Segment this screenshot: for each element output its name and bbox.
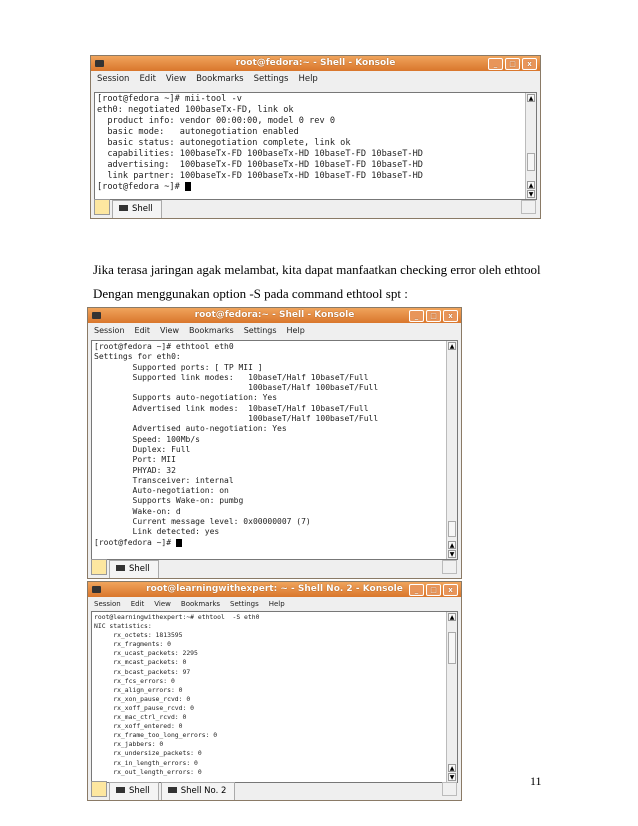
terminal-line: 100baseT/Half 100baseT/Full	[94, 383, 379, 393]
terminal-line: Supported ports: [ TP MII ]	[94, 362, 263, 372]
menu-help[interactable]: Help	[268, 600, 285, 608]
minimize-icon[interactable]: _	[409, 584, 424, 596]
menu-help[interactable]: Help	[286, 326, 305, 335]
scroll-down-icon[interactable]: ▼	[449, 551, 455, 558]
scrollbar[interactable]	[525, 93, 536, 199]
terminal-area[interactable]	[94, 92, 537, 200]
terminal-icon	[116, 787, 125, 793]
tab-shell-no-2[interactable]	[161, 782, 236, 800]
terminal-line: advertising: 100baseTx-FD 100baseTx-HD 10baseT-FD 10baseT-HD	[97, 160, 423, 170]
terminal-output	[92, 612, 457, 778]
scroll-up-top-icon[interactable]: ▲	[449, 343, 455, 350]
paragraph: Jika terasa jaringan agak melambat, kita dapat manfaatkan checking error oleh ethtool	[93, 262, 541, 277]
close-session-icon[interactable]	[442, 560, 457, 574]
scroll-down-icon[interactable]: ▼	[528, 191, 534, 198]
menu-bar	[88, 323, 461, 338]
menu-bar	[91, 71, 540, 87]
terminal-line: rx_xon_pause_rcvd: 0	[94, 694, 191, 703]
terminal-line: rx_xoff_entered: 0	[94, 722, 183, 731]
scrollbar[interactable]	[446, 341, 457, 559]
konsole-window-ethtool-stats	[87, 581, 462, 801]
menu-session[interactable]: Session	[94, 326, 125, 335]
new-session-icon[interactable]	[91, 781, 107, 797]
terminal-area[interactable]	[91, 611, 458, 783]
terminal-line: rx_octets: 1813595	[94, 631, 183, 640]
terminal-line: Current message level: 0x00000007 (7)	[94, 517, 311, 527]
minimize-icon[interactable]: _	[488, 58, 503, 70]
terminal-cursor	[176, 539, 182, 547]
tab-shell[interactable]	[109, 560, 159, 578]
terminal-line: eth0: negotiated 100baseTx-FD, link ok	[97, 105, 294, 115]
terminal-line: rx_align_errors: 0	[94, 685, 183, 694]
window-buttons	[409, 310, 458, 322]
terminal-line: Supports auto-negotiation: Yes	[94, 393, 278, 403]
menu-bookmarks[interactable]: Bookmarks	[196, 74, 244, 84]
title-bar	[88, 308, 461, 323]
menu-settings[interactable]: Settings	[243, 326, 277, 335]
terminal-line: NIC statistics:	[94, 622, 152, 631]
terminal-line: Supported link modes: 10baseT/Half 10baseT/Full	[94, 372, 369, 382]
tab-label: Shell No. 2	[180, 786, 227, 796]
menu-view[interactable]: View	[160, 326, 180, 335]
terminal-line: Wake-on: d	[94, 506, 181, 516]
terminal-line: [root@fedora ~]#	[97, 182, 534, 193]
tab-shell[interactable]	[112, 200, 162, 218]
scroll-up-icon[interactable]: ▲	[449, 765, 455, 772]
scrollbar-thumb[interactable]	[527, 153, 535, 171]
terminal-line: link partner: 100baseTx-FD 100baseTx-HD 10baseT-FD 10baseT-HD	[97, 171, 423, 181]
terminal-line: Supports Wake-on: pumbg	[94, 496, 244, 506]
terminal-icon	[168, 787, 177, 793]
scroll-up-icon[interactable]: ▲	[528, 182, 534, 189]
menu-view[interactable]: View	[165, 74, 187, 84]
terminal-line: capabilities: 100baseTx-FD 100baseTx-HD 10baseT-FD 10baseT-HD	[97, 149, 423, 159]
terminal-line: rx_xoff_pause_rcvd: 0	[94, 703, 195, 712]
terminal-line: rx_jabbers: 0	[94, 740, 164, 749]
scrollbar-thumb[interactable]	[448, 632, 456, 664]
terminal-icon	[116, 565, 125, 571]
menu-settings[interactable]: Settings	[230, 600, 259, 608]
konsole-app-icon[interactable]	[95, 60, 104, 67]
menu-bookmarks[interactable]: Bookmarks	[180, 600, 221, 608]
scrollbar-thumb[interactable]	[448, 521, 456, 537]
menu-bar	[88, 597, 461, 611]
window-title: root@learningwithexpert: ~ - Shell No. 2 - Konsole	[146, 584, 403, 594]
tab-shell[interactable]	[109, 782, 159, 800]
terminal-line: rx_mac_ctrl_rcvd: 0	[94, 713, 187, 722]
konsole-window-mii-tool	[90, 55, 541, 219]
title-bar	[88, 582, 461, 597]
close-session-icon[interactable]	[521, 200, 536, 214]
terminal-line: [root@fedora ~]# mii-tool -v	[97, 94, 242, 104]
terminal-line: root@learningwithexpert:~# ethtool -S eth0	[94, 613, 260, 621]
menu-edit[interactable]: Edit	[130, 600, 145, 608]
menu-settings[interactable]: Settings	[253, 74, 289, 84]
terminal-line: Duplex: Full	[94, 444, 191, 454]
close-icon[interactable]: x	[522, 58, 537, 70]
terminal-line: PHYAD: 32	[94, 465, 176, 475]
terminal-line: Settings for eth0:	[94, 352, 181, 362]
minimize-icon[interactable]: _	[409, 310, 424, 322]
terminal-line: Transceiver: internal	[94, 475, 234, 485]
konsole-window-ethtool	[87, 307, 462, 579]
scrollbar[interactable]	[446, 612, 457, 782]
tab-label: Shell	[129, 564, 150, 574]
menu-session[interactable]: Session	[97, 74, 130, 84]
terminal-area[interactable]	[91, 340, 458, 560]
terminal-line: Advertised link modes: 10baseT/Half 10baseT/Full	[94, 403, 369, 413]
tab-bar	[91, 199, 540, 218]
terminal-line: product info: vendor 00:00:00, model 0 rev 0	[97, 116, 335, 126]
terminal-line: rx_bcast_packets: 97	[94, 667, 191, 676]
terminal-line: Speed: 100Mb/s	[94, 434, 200, 444]
menu-bookmarks[interactable]: Bookmarks	[189, 326, 234, 335]
konsole-app-icon[interactable]	[92, 312, 101, 319]
maximize-icon[interactable]: □	[426, 310, 441, 322]
title-bar	[91, 56, 540, 71]
terminal-line: rx_undersize_packets: 0	[94, 749, 202, 758]
terminal-line: 100baseT/Half 100baseT/Full	[94, 414, 379, 424]
terminal-line: basic mode: autonegotiation enabled	[97, 127, 299, 137]
page-number: 11	[530, 774, 542, 788]
menu-view[interactable]: View	[154, 600, 171, 608]
maximize-icon[interactable]: □	[426, 584, 441, 596]
terminal-line: rx_fragments: 0	[94, 640, 171, 649]
terminal-line: rx_mcast_packets: 0	[94, 658, 187, 667]
terminal-line: rx_ucast_packets: 2295	[94, 649, 198, 658]
scroll-up-top-icon[interactable]: ▲	[528, 95, 534, 102]
maximize-icon[interactable]: □	[505, 58, 520, 70]
terminal-icon	[119, 205, 128, 211]
terminal-line: Link detected: yes	[94, 527, 220, 537]
close-icon[interactable]: x	[443, 584, 458, 596]
menu-session[interactable]: Session	[94, 600, 121, 608]
new-session-icon[interactable]	[94, 199, 110, 215]
menu-edit[interactable]: Edit	[139, 74, 156, 84]
tab-bar	[88, 559, 461, 578]
terminal-line: basic status: autonegotiation complete, link ok	[97, 138, 351, 148]
konsole-app-icon[interactable]	[92, 586, 101, 593]
terminal-line: rx_in_length_errors: 0	[94, 758, 198, 767]
terminal-output	[92, 341, 457, 549]
menu-edit[interactable]: Edit	[134, 326, 151, 335]
terminal-output	[95, 93, 536, 194]
terminal-line: rx_out_length_errors: 0	[94, 767, 202, 776]
tab-label: Shell	[132, 204, 153, 214]
window-buttons	[488, 58, 537, 70]
terminal-line: [root@fedora ~]# ethtool eth0	[94, 342, 234, 351]
menu-help[interactable]: Help	[298, 74, 318, 84]
close-session-icon[interactable]	[442, 782, 457, 796]
terminal-line: [root@fedora ~]#	[94, 538, 455, 548]
tab-label: Shell	[129, 786, 150, 796]
terminal-line: Auto-negotiation: on	[94, 486, 229, 496]
window-title: root@fedora:~ - Shell - Konsole	[194, 310, 355, 320]
paragraph: Dengan menggunakan option -S pada command ethtool spt :	[93, 286, 408, 301]
terminal-cursor	[185, 182, 191, 191]
terminal-line: Advertised auto-negotiation: Yes	[94, 424, 287, 434]
new-session-icon[interactable]	[91, 559, 107, 575]
close-icon[interactable]: x	[443, 310, 458, 322]
terminal-line: rx_frame_too_long_errors: 0	[94, 731, 218, 740]
window-title: root@fedora:~ - Shell - Konsole	[235, 58, 396, 68]
terminal-line: rx_fcs_errors: 0	[94, 676, 175, 685]
tab-bar	[88, 781, 461, 800]
terminal-line: Port: MII	[94, 455, 176, 465]
scroll-down-icon[interactable]: ▼	[449, 774, 455, 781]
window-buttons	[409, 584, 458, 596]
scroll-up-icon[interactable]: ▲	[449, 542, 455, 549]
scroll-up-top-icon[interactable]: ▲	[449, 614, 455, 621]
